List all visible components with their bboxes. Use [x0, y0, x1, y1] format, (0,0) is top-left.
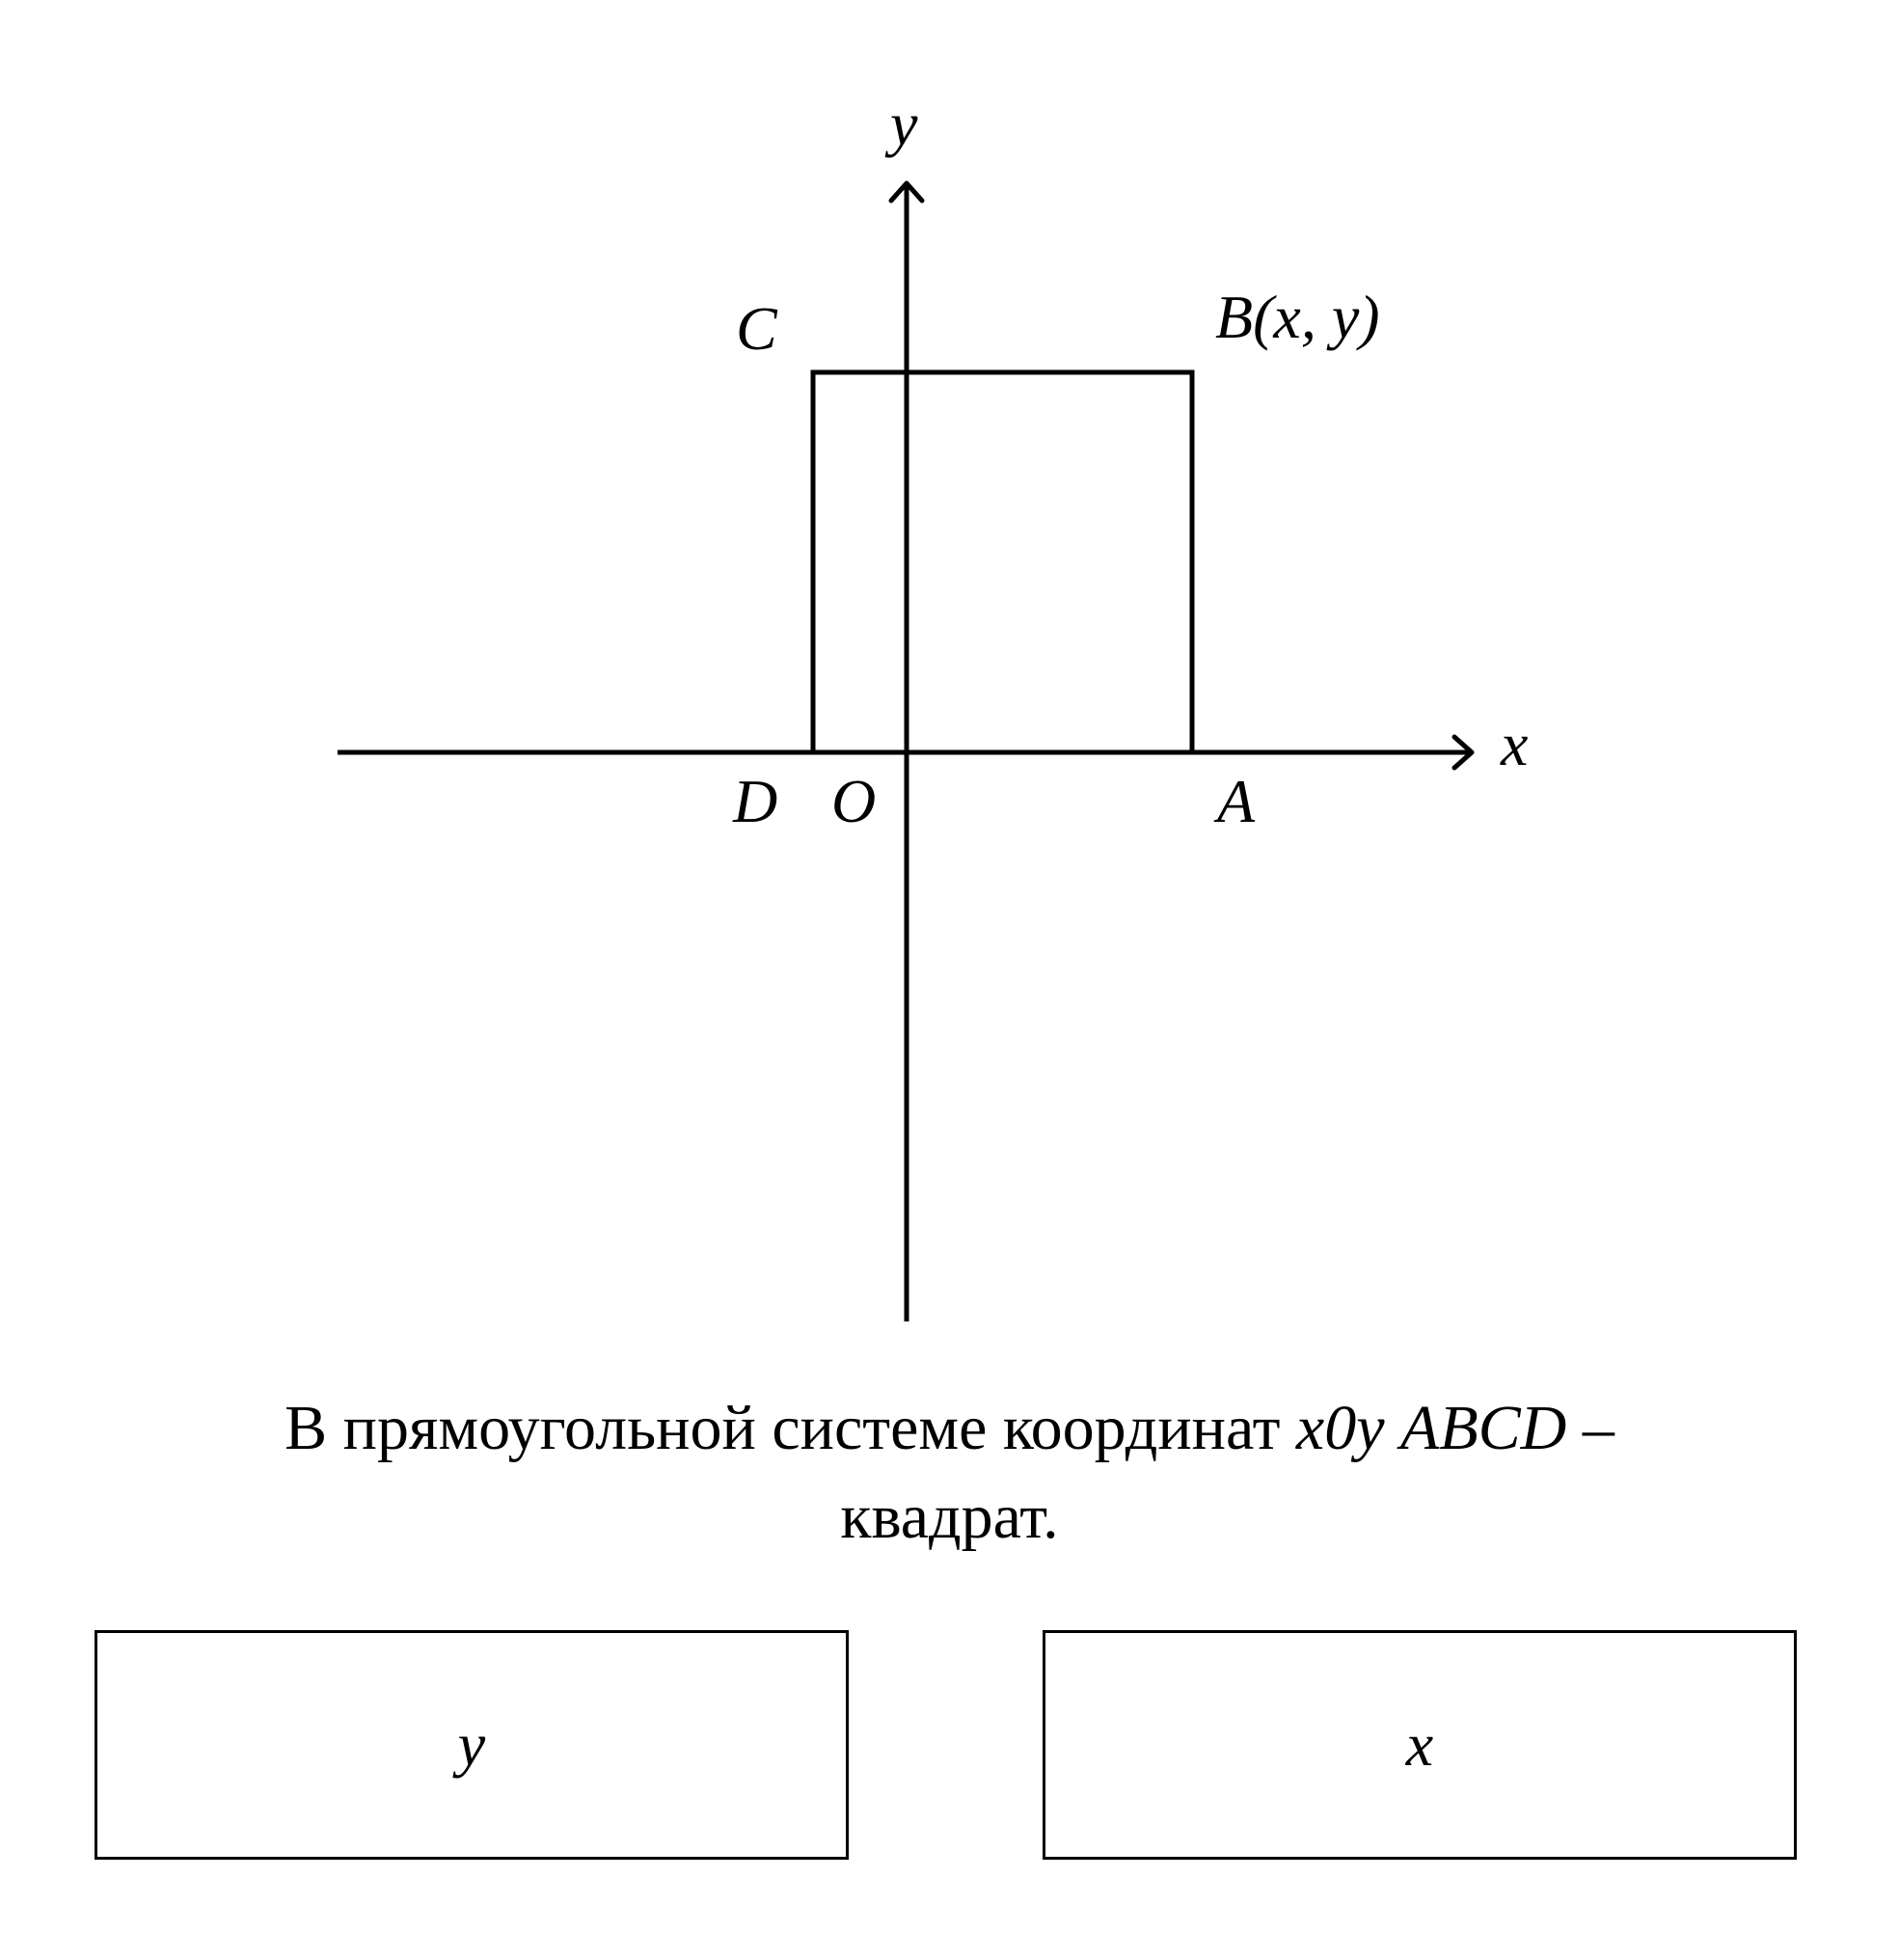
axis-x-label: x — [1501, 710, 1529, 778]
statement-math-x0y: x0y — [1295, 1393, 1385, 1463]
point-a-label: A — [1217, 767, 1256, 835]
answer-option-y[interactable] — [95, 1630, 849, 1860]
answer-option-label: x — [1405, 1710, 1434, 1779]
statement-text-2: квадрат. — [840, 1482, 1059, 1552]
point-o-label: O — [831, 767, 877, 835]
answer-option-label: y — [457, 1710, 486, 1779]
statement-dash: – — [1582, 1393, 1614, 1463]
problem-statement — [116, 1384, 1783, 1562]
axis-y-label: y — [890, 90, 918, 158]
point-b-label: B(x, y) — [1215, 283, 1380, 351]
statement-math-abcd: ABCD — [1400, 1393, 1567, 1463]
square-abcd — [813, 372, 1192, 752]
answer-option-x[interactable] — [1043, 1630, 1797, 1860]
point-d-label: D — [733, 767, 778, 835]
point-c-label: C — [736, 294, 777, 363]
statement-text-1: В прямоугольной системе координат — [285, 1393, 1281, 1463]
